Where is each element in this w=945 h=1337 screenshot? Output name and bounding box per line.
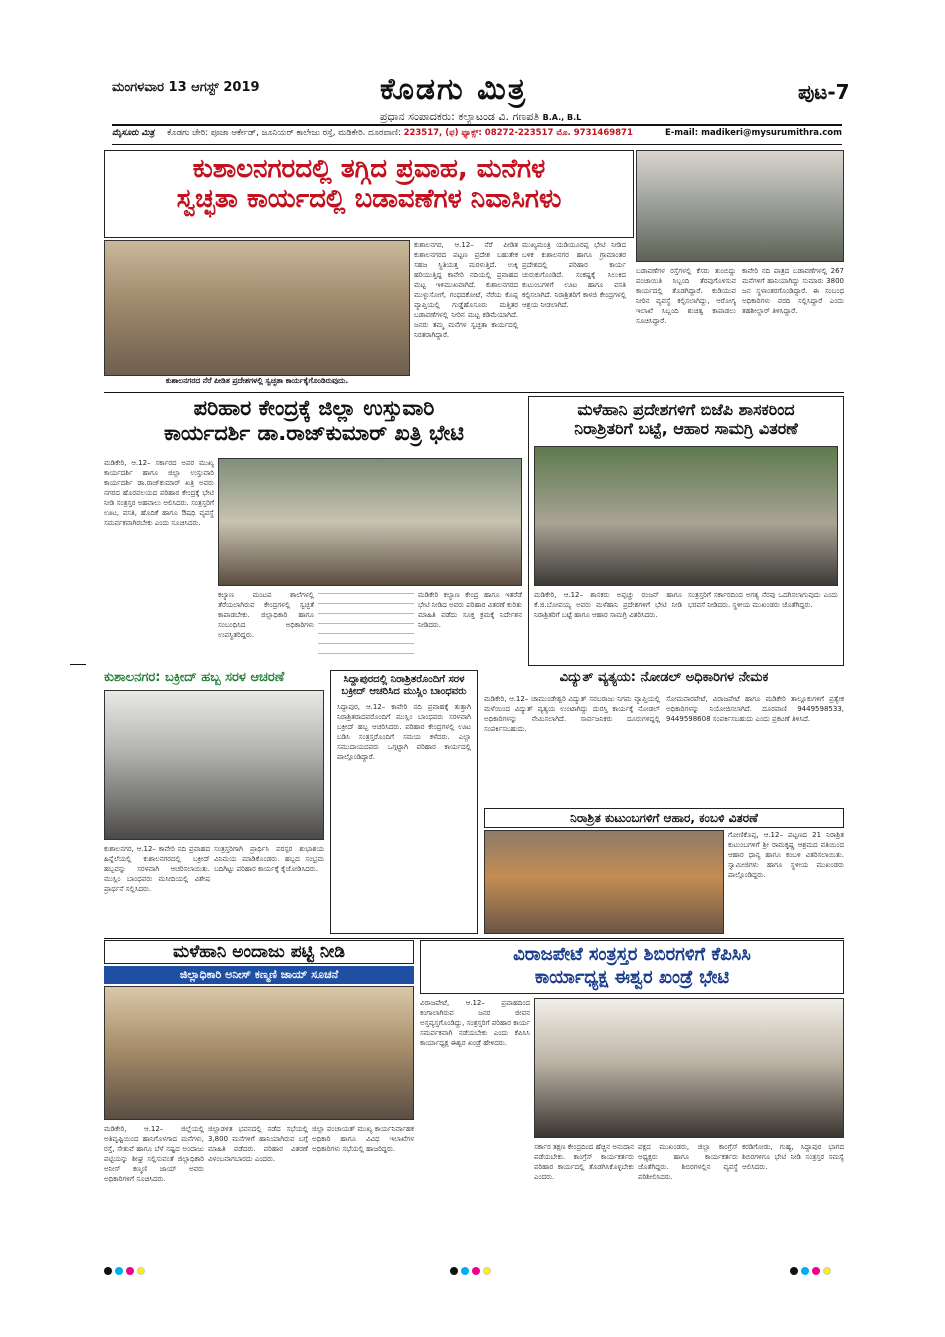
story1-divider	[104, 392, 844, 393]
story2-headline-box	[104, 396, 524, 456]
story1-body-col1: ಕುಶಾಲನಗರ, ಆ.12– ನೆರೆ ಪೀಡಿತ ಕುಶಾಲನಗರದ ಪಟ್ಟಣ ಪ್ರದೇಶ ಬಹುತೇಕ ಸಹಜ ಸ್ಥಿತಿಯತ್ತ ಮರಳುತ್ತಿದೆ. ಉಕ್ಕಿ ಹರಿಯುತ್ತಿದ್ದ ಕಾವೇರಿ ನದಿಯಲ್ಲಿ ಪ್ರವಾಹದ ಮಟ್ಟ ಇಳಿಮುಖವಾಗಿದೆ. ಕುಶಾಲನಗರದ ಮುಳ್ಳುಸೋಗೆ, ಗಂಧದಕೋಟೆ, ನೆರೆಯ ಕೊಪ್ಪ ವ್ಯಾಪ್ತಿಯಲ್ಲಿ ಗುಡ್ಡೆಹೊಸೂರು ಮತ್ತಿತರ ಬಡಾವಣೆಗಳಲ್ಲಿ ನೀರಿನ ಮಟ್ಟ ಕಡಿಮೆಯಾಗಿದೆ. ಜನರು ತಮ್ಮ ಮನೆಗಳ ಸ್ವಚ್ಛತಾ ಕಾರ್ಯದಲ್ಲಿ ನಿರತರಾಗಿದ್ದಾರೆ.	[414, 241, 518, 339]
newspaper-title: ಕೊಡಗು ಮಿತ್ರ	[380, 72, 528, 107]
story5-box	[330, 670, 478, 934]
story9-photo-camp-visit	[534, 998, 844, 1138]
story1-headline-box	[104, 150, 634, 238]
story5-headline: ಸಿದ್ದಾಪುರದಲ್ಲಿ ನಿರಾಶ್ರಿತರೊಂದಿಗೆ ಸರಳ ಬಕ್ರೀದ್ ಆಚರಿಸಿದ ಮುಸ್ಲಿಂ ಬಾಂಧವರು	[341, 674, 467, 697]
story2-body-col3-lines	[318, 590, 414, 662]
story1-photo-caption: ಕುಶಾಲನಗರದ ನೆರೆ ಪೀಡಿತ ಪ್ರದೇಶಗಳಲ್ಲಿ ಸ್ವಚ್ಛತಾ ಕಾರ್ಯಕೈಗೊಂಡಿರುವುದು.	[104, 376, 410, 387]
registration-marks-center	[450, 1260, 494, 1279]
contact-phone: 223517, (ಫ) ಫ್ಯಾಕ್ಸ್: 08272-223517 ಮೊ. 9731469871	[403, 128, 633, 138]
story6-body-col1: ಮಡಿಕೇರಿ, ಆ.12– ಚಾಮುಂಡೇಶ್ವರಿ ವಿದ್ಯುತ್ ಸರಬರಾಜು ನಿಗಮ ವ್ಯಾಪ್ತಿಯಲ್ಲಿ ಮಳೆಯಿಂದ ವಿದ್ಯುತ್ ವ್ಯತ್ಯಯ ಉಂಟಾಗಿದ್ದು ದುರಸ್ತಿ ಕಾರ್ಯಕ್ಕೆ ನೋಡಲ್ ಅಧಿಕಾರಿಗಳನ್ನು ನೇಮಿಸಲಾಗಿದೆ. ಸಾರ್ವಜನಿಕರು ದೂರುಗಳಿದ್ದಲ್ಲಿ ಸಂಪರ್ಕಿಸಬಹುದು.	[484, 695, 660, 733]
story7-headline-box	[484, 808, 844, 828]
story6-headline-box	[484, 670, 844, 690]
editor-line	[380, 110, 581, 124]
story2-headline-line2: ಕಾರ್ಯದರ್ಶಿ ಡಾ.ರಾಜ್‌ಕುಮಾರ್ ಖತ್ರಿ ಭೇಟಿ	[164, 421, 464, 446]
issue-date: ಮಂಗಳವಾರ 13 ಆಗಸ್ಟ್ 2019	[112, 80, 260, 95]
story8-subhead: ಜಿಲ್ಲಾಧಿಕಾರಿ ಅನೀಸ್ ಕಣ್ಮಣಿ ಜಾಯ್ ಸೂಚನೆ	[104, 966, 414, 984]
story9-body-col2: ಸರ್ಕಾರ ತಕ್ಷಣ ಕೇಂದ್ರದಿಂದ ಹೆಚ್ಚಿನ ಅನುದಾನ ಪಡೆಯಬೇಕು. ಕಾಂಗ್ರೆಸ್ ಕಾರ್ಯಕರ್ತರು ಪರಿಹಾರ ಕಾರ್ಯದಲ್ಲಿ ತೊಡಗಿಸಿಕೊಳ್ಳಬೇಕು ಎಂದರು.	[534, 1143, 634, 1181]
story9-headline-line1: ವಿರಾಜಪೇಟೆ ಸಂತ್ರಸ್ತರ ಶಿಬಿರಗಳಿಗೆ ಕೆಪಿಸಿಸಿ	[513, 944, 751, 965]
story4-body-col1: ಕುಶಾಲನಗರ, ಆ.12– ಕಾವೇರಿ ನದಿ ಪ್ರವಾಹದ ಹಿನ್ನೆಲೆಯಲ್ಲಿ ಕುಶಾಲನಗರದಲ್ಲಿ ಬಕ್ರೀದ್ ಹಬ್ಬವನ್ನು ಸರಳವಾಗಿ ಆಚರಿಸಲಾಯಿತು. ಮುಸ್ಲಿಂ ಬಾಂಧವರು ಮಸೀದಿಯಲ್ಲಿ ವಿಶೇಷ ಪ್ರಾರ್ಥನೆ ಸಲ್ಲಿಸಿದರು.	[104, 845, 210, 893]
story4-headline: ಕುಶಾಲನಗರ: ಬಕ್ರೀದ್ ಹಬ್ಬ ಸರಳ ಆಚರಣೆ	[104, 670, 285, 685]
story9-body-col4: ಕರಡಿಗೋಡು, ಗುಹ್ಯ, ಸಿದ್ದಾಪುರ ಭಾಗದ ಶಿಬಿರಗಳಿಗೂ ಭೇಟಿ ನೀಡಿ ಸಂತ್ರಸ್ತರ ಸಮಸ್ಯೆ ಆಲಿಸಿದರು.	[742, 1143, 844, 1171]
contact-bar	[112, 128, 842, 142]
contact-brand: ಮೈಸೂರು ಮಿತ್ರ	[112, 128, 155, 138]
editor-name: ಪ್ರಧಾನ ಸಂಪಾದಕರು: ಕಲ್ಯಾಟಂಡ ವಿ. ಗಣಪತಿ	[380, 110, 540, 123]
masthead-rule	[112, 124, 842, 126]
lower-divider	[104, 938, 844, 939]
story7-headline: ನಿರಾಶ್ರಿತ ಕುಟುಂಬಗಳಿಗೆ ಆಹಾರ, ಕಂಬಳಿ ವಿತರಣೆ	[570, 811, 758, 825]
contact-rule	[112, 144, 842, 145]
story1-body-col3: ಬಡಾವಣೆಗಳ ರಸ್ತೆಗಳಲ್ಲಿ ಕೆಸರು ತುಂಬಿದ್ದು ಪಂಚಾಯಿತಿ ಸಿಬ್ಬಂದಿ ತೆರವುಗೊಳಿಸುವ ಕಾರ್ಯದಲ್ಲಿ ತೊಡಗಿದ್ದಾರೆ. ಕುಡಿಯುವ ನೀರಿನ ವ್ಯವಸ್ಥೆ ಕಲ್ಪಿಸಲಾಗಿದ್ದು, ಆರೋಗ್ಯ ಇಲಾಖೆ ಸಿಬ್ಬಂದಿ ಶುಚಿತ್ವ ಕಾಪಾಡಲು ಸೂಚಿಸಿದ್ದಾರೆ.	[636, 267, 736, 325]
story7-body: ಗೋಣಿಕೊಪ್ಪ, ಆ.12– ಪಟ್ಟಣದ 21 ನಿರಾಶ್ರಿತ ಕುಟುಂಬಗಳಿಗೆ ಶ್ರೀ ರಾಮಕೃಷ್ಣ ಆಶ್ರಮದ ವತಿಯಿಂದ ಆಹಾರ ಧಾನ್ಯ ಹಾಗೂ ಕಂಬಳಿ ವಿತರಿಸಲಾಯಿತು. ಸ್ವಾಮೀಜಿಗಳು ಹಾಗೂ ಸ್ಥಳೀಯ ಮುಖಂಡರು ಪಾಲ್ಗೊಂಡಿದ್ದರು.	[728, 831, 844, 879]
story4-body-col2: ಸಂತ್ರಸ್ತರಿಗಾಗಿ ಪ್ರಾರ್ಥಿಸಿ ಪರಸ್ಪರ ಶುಭಾಶಯ ವಿನಿಮಯ ಮಾಡಿಕೊಂಡರು. ಹಬ್ಬದ ಸಂಭ್ರಮ ಬದಿಗಿಟ್ಟು ಪರಿಹಾರ ಕಾರ್ಯಕ್ಕೆ ಕೈಜೋಡಿಸಿದರು.	[214, 845, 324, 873]
registration-marks-right	[790, 1260, 834, 1279]
story3-headline-line2: ನಿರಾಶ್ರಿತರಿಗೆ ಬಟ್ಟೆ, ಆಹಾರ ಸಾಮಗ್ರಿ ವಿತರಣೆ	[574, 419, 798, 439]
story4-photo-prayer	[104, 690, 324, 840]
story6-headline: ವಿದ್ಯುತ್ ವ್ಯತ್ಯಯ: ನೋಡಲ್ ಅಧಿಕಾರಿಗಳ ನೇಮಕ	[559, 670, 769, 685]
story9-body-col1: ವಿರಾಜಪೇಟೆ, ಆ.12– ಪ್ರವಾಹದಿಂದ ಕಂಗಾಲಾಗಿರುವ ಜನರ ಜೀವನ ಅಸ್ತವ್ಯಸ್ತಗೊಂಡಿದ್ದು, ಸಂತ್ರಸ್ತರಿಗೆ ಪರಿಹಾರ ಕಾರ್ಯ ಸಮರ್ಪಕವಾಗಿ ನಡೆಯಬೇಕು ಎಂದು ಕೆಪಿಸಿಸಿ ಕಾರ್ಯಾಧ್ಯಕ್ಷ ಈಶ್ವರ ಖಂಡ್ರೆ ಹೇಳಿದರು.	[420, 999, 530, 1047]
story2-body-col2: ಕಲ್ಯಾಣ ಮಂಟಪ ಶಾಲೆಗಳಲ್ಲಿ ತೆರೆಯಲಾಗಿರುವ ಕೇಂದ್ರಗಳಲ್ಲಿ ಸ್ವಚ್ಛತೆ ಕಾಪಾಡಬೇಕು. ಜಿಲ್ಲಾಧಿಕಾರಿ ಹಾಗೂ ಸಂಬಂಧಿಸಿದ ಅಧಿಕಾರಿಗಳು ಉಪಸ್ಥಿತರಿದ್ದರು.	[218, 591, 314, 639]
contact-address: ಕೊಡಗು ಚೇರಿ: ಪೂಜಾ ಆರ್ಕೇಡ್, ಜೂನಿಯರ್ ಕಾಲೇಜು ರಸ್ತೆ, ಮಡಿಕೇರಿ. ದೂರವಾಣಿ:	[167, 128, 401, 138]
story8-headline-box	[104, 940, 414, 964]
story3-photo-distribution	[534, 446, 838, 586]
story3-body-col2: ಸಂತ್ರಸ್ತರಿಗೆ ಸರ್ಕಾರದಿಂದ ಅಗತ್ಯ ನೆರವು ಒದಗಿಸಲಾಗುವುದು ಎಂದು ಭರವಸೆ ನೀಡಿದರು. ಸ್ಥಳೀಯ ಮುಖಂಡರು ಜೊತೆಗಿದ್ದರು.	[688, 591, 838, 609]
story5-body: ಸಿದ್ದಾಪುರ, ಆ.12– ಕಾವೇರಿ ನದಿ ಪ್ರವಾಹಕ್ಕೆ ತುತ್ತಾಗಿ ನಿರಾಶ್ರಿತರಾದವರೊಂದಿಗೆ ಮುಸ್ಲಿಂ ಬಾಂಧವರು ಸರಳವಾಗಿ ಬಕ್ರೀದ್ ಹಬ್ಬ ಆಚರಿಸಿದರು. ಪರಿಹಾರ ಕೇಂದ್ರಗಳಲ್ಲಿ ಊಟ ಬಡಿಸಿ ಸಂತ್ರಸ್ತರೊಂದಿಗೆ ಸಮಯ ಕಳೆದರು. ಎಲ್ಲಾ ಸಮುದಾಯದವರು ಒಗ್ಗಟ್ಟಾಗಿ ಪರಿಹಾರ ಕಾರ್ಯದಲ್ಲಿ ಪಾಲ್ಗೊಂಡಿದ್ದಾರೆ.	[337, 703, 471, 761]
story3-headline-line1: ಮಳೆಹಾನಿ ಪ್ರದೇಶಗಳಿಗೆ ಬಿಜೆಪಿ ಶಾಸಕರಿಂದ	[577, 400, 795, 419]
story1-photo-flood-cleanup	[104, 240, 410, 376]
story8-body-col1: ಮಡಿಕೇರಿ, ಆ.12– ಜಿಲ್ಲೆಯಲ್ಲಿ ಅತಿವೃಷ್ಟಿಯಿಂದ ಹಾನಿಗೊಳಗಾದ ಮನೆಗಳು, ರಸ್ತೆ, ಸೇತುವೆ ಹಾಗೂ ಬೆಳೆ ನಷ್ಟದ ಅಂದಾಜು ಪಟ್ಟಿಯನ್ನು ಶೀಘ್ರ ಸಲ್ಲಿಸುವಂತೆ ಜಿಲ್ಲಾಧಿಕಾರಿ ಅನೀಸ್ ಕಣ್ಮಣಿ ಜಾಯ್ ಅವರು ಅಧಿಕಾರಿಗಳಿಗೆ ಸೂಚಿಸಿದರು.	[104, 1125, 204, 1183]
story9-headline-line2: ಕಾರ್ಯಾಧ್ಯಕ್ಷ ಈಶ್ವರ ಖಂಡ್ರೆ ಭೇಟಿ	[534, 966, 730, 988]
story3-body-col1: ಮಡಿಕೇರಿ, ಆ.12– ಶಾಸಕರು ಅಪ್ಪಚ್ಚು ರಂಜನ್ ಹಾಗೂ ಕೆ.ಜಿ.ಬೋಪಯ್ಯ ಅವರು ಮಳೆಹಾನಿ ಪ್ರದೇಶಗಳಿಗೆ ಭೇಟಿ ನೀಡಿ ನಿರಾಶ್ರಿತರಿಗೆ ಬಟ್ಟೆ ಹಾಗೂ ಆಹಾರ ಸಾಮಗ್ರಿ ವಿತರಿಸಿದರು.	[534, 591, 682, 619]
story2-photo-visit	[218, 458, 522, 586]
story9-body-col3: ಪಕ್ಷದ ಮುಖಂಡರು, ಜಿಲ್ಲಾ ಕಾಂಗ್ರೆಸ್ ಅಧ್ಯಕ್ಷರು ಹಾಗೂ ಕಾರ್ಯಕರ್ತರು ಜೊತೆಗಿದ್ದರು. ಶಿಬಿರಗಳಲ್ಲಿನ ವ್ಯವಸ್ಥೆ ಪರಿಶೀಲಿಸಿದರು.	[638, 1143, 738, 1181]
story8-body-col2: ಜಿಲ್ಲಾಡಳಿತ ಭವನದಲ್ಲಿ ನಡೆದ ಸಭೆಯಲ್ಲಿ 3,800 ಮನೆಗಳಿಗೆ ಹಾನಿಯಾಗಿರುವ ಬಗ್ಗೆ ಮಾಹಿತಿ ಪಡೆದರು. ಪರಿಹಾರ ವಿತರಣೆ ವಿಳಂಬವಾಗಬಾರದು ಎಂದರು.	[208, 1125, 308, 1163]
story2-headline-line1: ಪರಿಹಾರ ಕೇಂದ್ರಕ್ಕೆ ಜಿಲ್ಲಾ ಉಸ್ತುವಾರಿ	[193, 396, 435, 420]
story8-body-col3: ಜಿಲ್ಲಾ ಪಂಚಾಯತ್ ಮುಖ್ಯ ಕಾರ್ಯನಿರ್ವಾಹಕ ಅಧಿಕಾರಿ ಹಾಗೂ ವಿವಿಧ ಇಲಾಖೆಗಳ ಅಧಿಕಾರಿಗಳು ಸಭೆಯಲ್ಲಿ ಹಾಜರಿದ್ದರು.	[312, 1125, 414, 1153]
story6-body-col2: ಸೋಮವಾರಪೇಟೆ, ವಿರಾಜಪೇಟೆ ಹಾಗೂ ಮಡಿಕೇರಿ ತಾಲ್ಲೂಕುಗಳಿಗೆ ಪ್ರತ್ಯೇಕ ಅಧಿಕಾರಿಗಳನ್ನು ನಿಯೋಜಿಸಲಾಗಿದೆ. ದೂರವಾಣಿ 9449598533, 9449598608 ಸಂಪರ್ಕಿಸಬಹುದು ಎಂದು ಪ್ರಕಟಣೆ ತಿಳಿಸಿದೆ.	[666, 695, 844, 723]
story1-photo-street	[636, 150, 844, 262]
story2-body-col4: ಮಡಿಕೇರಿ ಕಲ್ಯಾಣ ಕೇಂದ್ರ ಹಾಗೂ ಇತರೆಡೆ ಭೇಟಿ ನೀಡಿದ ಅವರು ಪರಿಹಾರ ವಿತರಣೆ ಕುರಿತು ಮಾಹಿತಿ ಪಡೆದು ಸೂಕ್ತ ಕ್ರಮಕ್ಕೆ ನಿರ್ದೇಶನ ನೀಡಿದರು.	[418, 591, 522, 629]
fold-mark	[70, 664, 86, 665]
story8-headline: ಮಳೆಹಾನಿ ಅಂದಾಜು ಪಟ್ಟಿ ನೀಡಿ	[173, 942, 345, 962]
editor-degree: B.A., B.L	[542, 113, 582, 122]
story1-headline-line1: ಕುಶಾಲನಗರದಲ್ಲಿ ತಗ್ಗಿದ ಪ್ರವಾಹ, ಮನೆಗಳ	[192, 154, 546, 184]
story1-headline-line2: ಸ್ವಚ್ಛತಾ ಕಾರ್ಯದಲ್ಲಿ ಬಡಾವಣೆಗಳ ನಿವಾಸಿಗಳು	[176, 183, 562, 214]
story9-headline-box	[420, 940, 844, 994]
story7-photo-relief	[484, 830, 724, 934]
registration-marks-left	[104, 1260, 148, 1279]
contact-email: E-mail: madikeri@mysurumithra.com	[664, 128, 842, 138]
story1-body-col2: ಮುಖ್ಯಮಂತ್ರಿ ಯಡಿಯೂರಪ್ಪ ಭೇಟಿ ನೀಡಿದ ಬಳಿಕ ಕುಶಾಲನಗರ ಹಾಗೂ ಗ್ರಾಮಾಂತರ ಪ್ರದೇಶದಲ್ಲಿ ಪರಿಹಾರ ಕಾರ್ಯ ಚುರುಕುಗೊಂಡಿದೆ. ಸಂಕಷ್ಟಕ್ಕೆ ಸಿಲುಕಿದ ಕುಟುಂಬಗಳಿಗೆ ಊಟ ಹಾಗೂ ವಸತಿ ಕಲ್ಪಿಸಲಾಗಿದೆ. ನಿರಾಶ್ರಿತರಿಗೆ ಕಾಳಜಿ ಕೇಂದ್ರಗಳಲ್ಲಿ ಆಶ್ರಯ ನೀಡಲಾಗಿದೆ.	[522, 241, 626, 309]
story8-photo-meeting	[104, 986, 414, 1120]
story2-body-col1: ಮಡಿಕೇರಿ, ಆ.12– ಸರ್ಕಾರದ ಅಪರ ಮುಖ್ಯ ಕಾರ್ಯದರ್ಶಿ ಹಾಗೂ ಜಿಲ್ಲಾ ಉಸ್ತುವಾರಿ ಕಾರ್ಯದರ್ಶಿ ಡಾ.ರಾಜ್‌ಕುಮಾರ್ ಖತ್ರಿ ಅವರು ನಗರದ ಹೊರವಲಯದ ಪರಿಹಾರ ಕೇಂದ್ರಕ್ಕೆ ಭೇಟಿ ನೀಡಿ ಸಂತ್ರಸ್ತರ ಅಹವಾಲು ಆಲಿಸಿದರು. ಸಂತ್ರಸ್ತರಿಗೆ ಊಟ, ವಸತಿ, ಹೊದಿಕೆ ಹಾಗೂ ಔಷಧಿ ವ್ಯವಸ್ಥೆ ಸಮರ್ಪಕವಾಗಿರಬೇಕು ಎಂದು ಸೂಚಿಸಿದರು.	[104, 459, 214, 527]
page-number: ಪುಟ-7	[798, 80, 850, 104]
story1-body-col4: ಕಾವೇರಿ ನದಿ ಪಾತ್ರದ ಬಡಾವಣೆಗಳಲ್ಲಿ 267 ಮನೆಗಳಿಗೆ ಹಾನಿಯಾಗಿದ್ದು ಸುಮಾರು 3800 ಜನ ಸ್ಥಳಾಂತರಗೊಂಡಿದ್ದಾರೆ. ಈ ಸಂಬಂಧ ಅಧಿಕಾರಿಗಳು ವರದಿ ಸಲ್ಲಿಸಿದ್ದಾರೆ ಎಂದು ತಹಶೀಲ್ದಾರ್ ತಿಳಿಸಿದ್ದಾರೆ.	[742, 267, 844, 315]
